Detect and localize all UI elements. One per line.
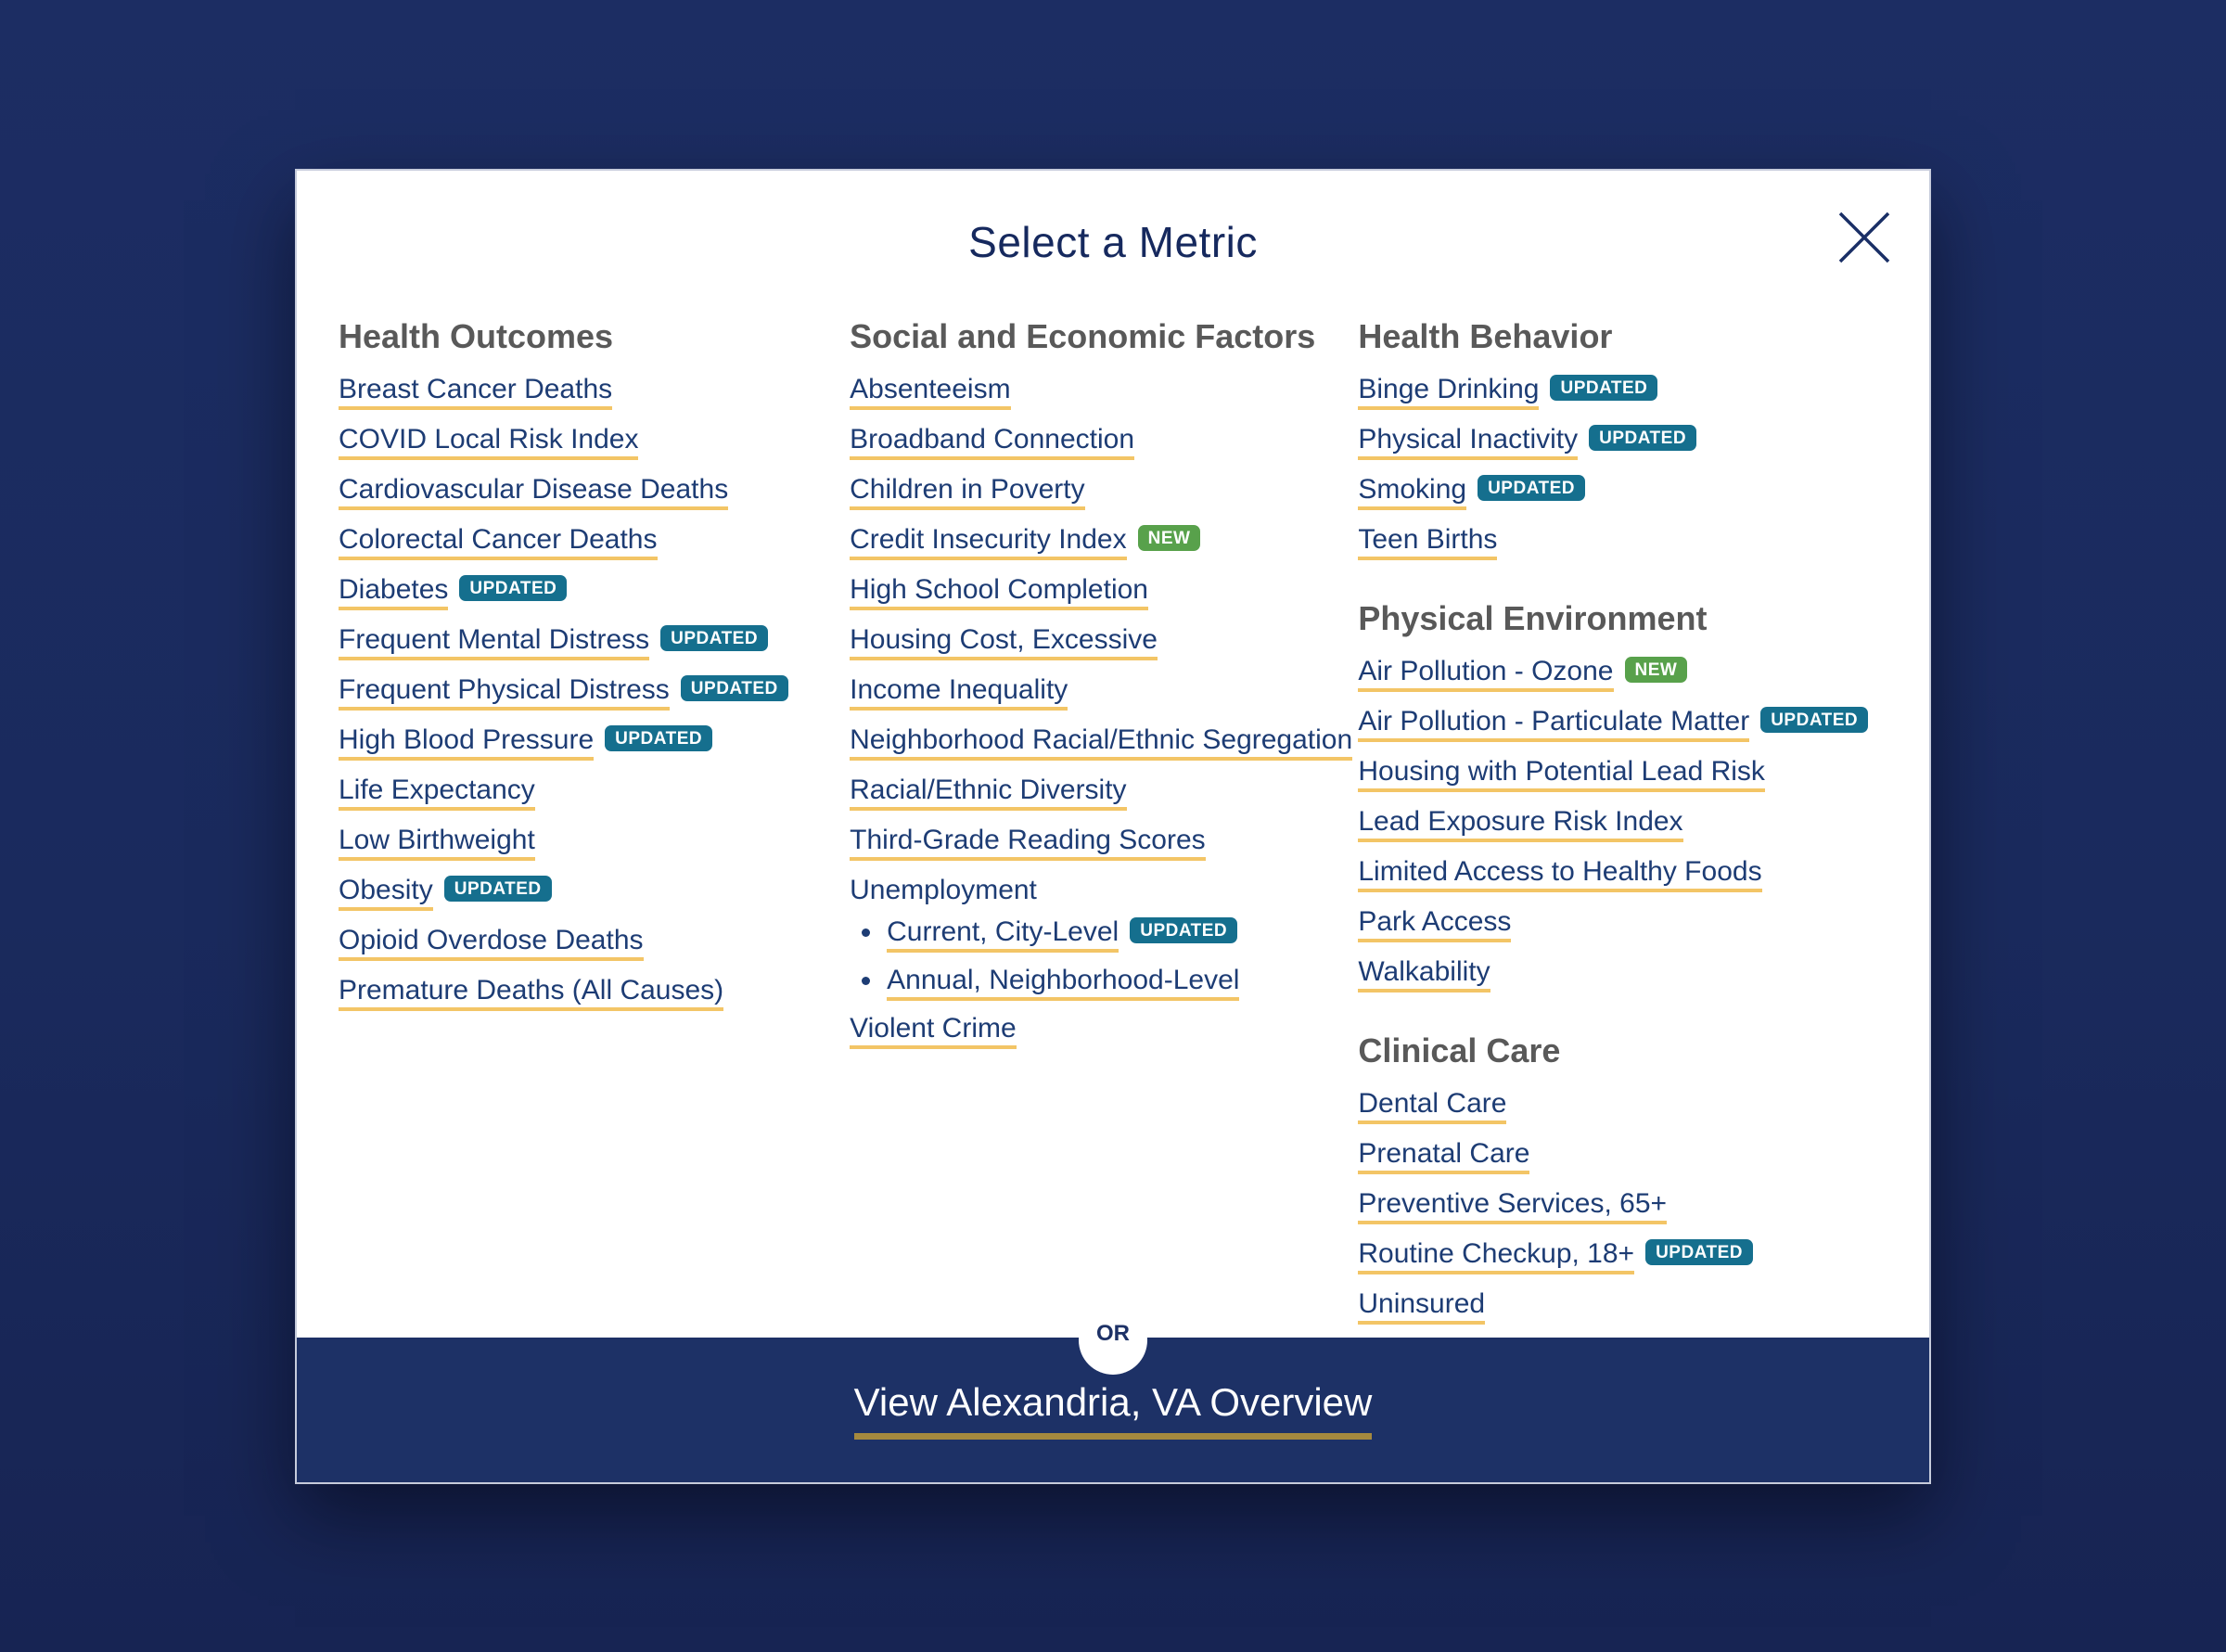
metric-link[interactable]: Teen Births [1358,525,1497,560]
metric-list-item [1358,807,1887,842]
metric-section [1358,599,1887,992]
close-icon [1836,210,1892,265]
metric-column [1358,317,1887,1339]
metric-columns [297,317,1929,1339]
metric-list-item [850,675,1358,711]
metric-link[interactable]: Broadband Connection [850,425,1134,460]
metric-list [1358,375,1887,560]
metric-list-item [850,625,1358,660]
section-heading: Health Outcomes [339,317,614,355]
metric-list-item [850,917,1358,953]
metric-list-item [339,675,850,711]
metric-list-item [339,625,850,660]
metric-list-item [339,725,850,761]
updated-badge: UPDATED [1589,425,1696,451]
metric-link[interactable]: Dental Care [1358,1089,1506,1124]
metric-link[interactable]: Low Birthweight [339,826,535,861]
metric-link[interactable]: Physical Inactivity [1358,425,1578,460]
metric-link[interactable]: Park Access [1358,907,1511,942]
metric-link[interactable]: Life Expectancy [339,775,535,811]
updated-badge: UPDATED [444,876,552,902]
metric-list-item [339,475,850,510]
metric-link[interactable]: Income Inequality [850,675,1068,711]
metric-link[interactable]: Lead Exposure Risk Index [1358,807,1682,842]
metric-link[interactable]: Diabetes [339,575,448,610]
metric-list-item [1358,757,1887,792]
modal-body [297,171,1929,1338]
metric-link[interactable]: Limited Access to Healthy Foods [1358,857,1761,892]
metric-link[interactable]: COVID Local Risk Index [339,425,638,460]
metric-list-item [1358,707,1887,742]
close-button[interactable] [1836,210,1892,265]
metric-link[interactable]: Frequent Mental Distress [339,625,649,660]
metric-list-item [1358,1189,1887,1224]
metric-link[interactable]: Housing with Potential Lead Risk [1358,757,1765,792]
metric-list-item [1358,375,1887,410]
metric-list-item [1358,857,1887,892]
metric-list [339,375,850,1011]
metric-link[interactable]: Walkability [1358,957,1490,992]
metric-list-item [850,966,1358,1001]
metric-link[interactable]: Binge Drinking [1358,375,1539,410]
metric-list-item [850,826,1358,861]
metric-list-item [339,976,850,1011]
metric-link[interactable]: Frequent Physical Distress [339,675,670,711]
metric-list-item [850,1014,1358,1049]
metric-section [850,317,1358,1049]
metric-column [339,317,850,1026]
updated-badge: UPDATED [1645,1239,1753,1265]
metric-list-item [1358,1139,1887,1174]
metric-link[interactable]: Premature Deaths (All Causes) [339,976,723,1011]
metric-link[interactable]: Prenatal Care [1358,1139,1529,1174]
metric-section [339,317,850,1011]
new-badge: NEW [1138,525,1201,551]
or-divider [1079,1306,1147,1375]
metric-link[interactable]: Housing Cost, Excessive [850,625,1158,660]
metric-list-item [339,425,850,460]
metric-link[interactable]: Routine Checkup, 18+ [1358,1239,1634,1274]
metric-link[interactable]: Credit Insecurity Index [850,525,1126,560]
metric-list-item [1358,957,1887,992]
updated-badge: UPDATED [1760,707,1868,733]
metric-section [1358,1031,1887,1325]
metric-link[interactable]: Preventive Services, 65+ [1358,1189,1667,1224]
metric-link[interactable]: Current, City-Level [887,917,1119,953]
updated-badge: UPDATED [681,675,788,701]
metric-link[interactable]: Cardiovascular Disease Deaths [339,475,728,510]
metric-modal [295,169,1931,1484]
modal-title: Select a Metric [968,218,1258,266]
metric-link[interactable]: Annual, Neighborhood-Level [887,966,1239,1001]
metric-list-item [850,725,1358,761]
updated-badge: UPDATED [1130,917,1237,943]
modal-footer [297,1320,1929,1482]
metric-list-item [1358,525,1887,560]
updated-badge: UPDATED [1550,375,1657,401]
metric-link[interactable]: Violent Crime [850,1014,1017,1049]
section-heading: Clinical Care [1358,1031,1561,1069]
metric-link[interactable]: Breast Cancer Deaths [339,375,612,410]
metric-list [850,375,1358,1049]
overview-link[interactable]: View Alexandria, VA Overview [854,1380,1373,1440]
metric-link[interactable]: Uninsured [1358,1289,1485,1325]
metric-list-item [1358,475,1887,510]
new-badge: NEW [1625,657,1688,683]
metric-list-item [1358,1089,1887,1124]
or-divider-label: OR [1096,1320,1130,1346]
metric-list-item [1358,657,1887,692]
metric-list [1358,1089,1887,1325]
metric-link[interactable]: Air Pollution - Ozone [1358,657,1613,692]
section-heading: Social and Economic Factors [850,317,1316,355]
metric-list-item [339,575,850,610]
metric-list-item [850,425,1358,460]
metric-list-item [850,375,1358,410]
metric-section [1358,317,1887,560]
metric-link[interactable]: Air Pollution - Particulate Matter [1358,707,1749,742]
metric-link[interactable]: Third-Grade Reading Scores [850,826,1206,861]
metric-list [1358,657,1887,992]
metric-link[interactable]: High Blood Pressure [339,725,594,761]
metric-list-item [339,826,850,861]
updated-badge: UPDATED [660,625,768,651]
metric-group-item [850,876,1358,904]
metric-link[interactable]: Absenteeism [850,375,1010,410]
metric-list-item [1358,1239,1887,1274]
metric-link[interactable]: Smoking [1358,475,1466,510]
metric-list-item [1358,907,1887,942]
metric-list-item [339,876,850,911]
metric-link[interactable]: High School Completion [850,575,1148,610]
metric-list-item [850,525,1358,560]
metric-list-item [339,375,850,410]
metric-link[interactable]: Colorectal Cancer Deaths [339,525,658,560]
metric-list-item [1358,1289,1887,1325]
metric-list-item [339,926,850,961]
metric-list-item [1358,425,1887,460]
updated-badge: UPDATED [605,725,712,751]
metric-list-item [850,575,1358,610]
metric-link[interactable]: Neighborhood Racial/Ethnic Segregation [850,725,1352,761]
section-heading: Health Behavior [1358,317,1613,355]
metric-link[interactable]: Racial/Ethnic Diversity [850,775,1126,811]
metric-list-item [339,775,850,811]
metric-group-label: Unemployment [850,875,1037,905]
metric-link[interactable]: Obesity [339,876,433,911]
metric-list-item [850,475,1358,510]
metric-column [850,317,1358,1064]
section-heading: Physical Environment [1358,599,1708,637]
updated-badge: UPDATED [1478,475,1585,501]
metric-list-item [339,525,850,560]
metric-list-item [850,775,1358,811]
updated-badge: UPDATED [459,575,567,601]
metric-link[interactable]: Opioid Overdose Deaths [339,926,644,961]
metric-link[interactable]: Children in Poverty [850,475,1084,510]
